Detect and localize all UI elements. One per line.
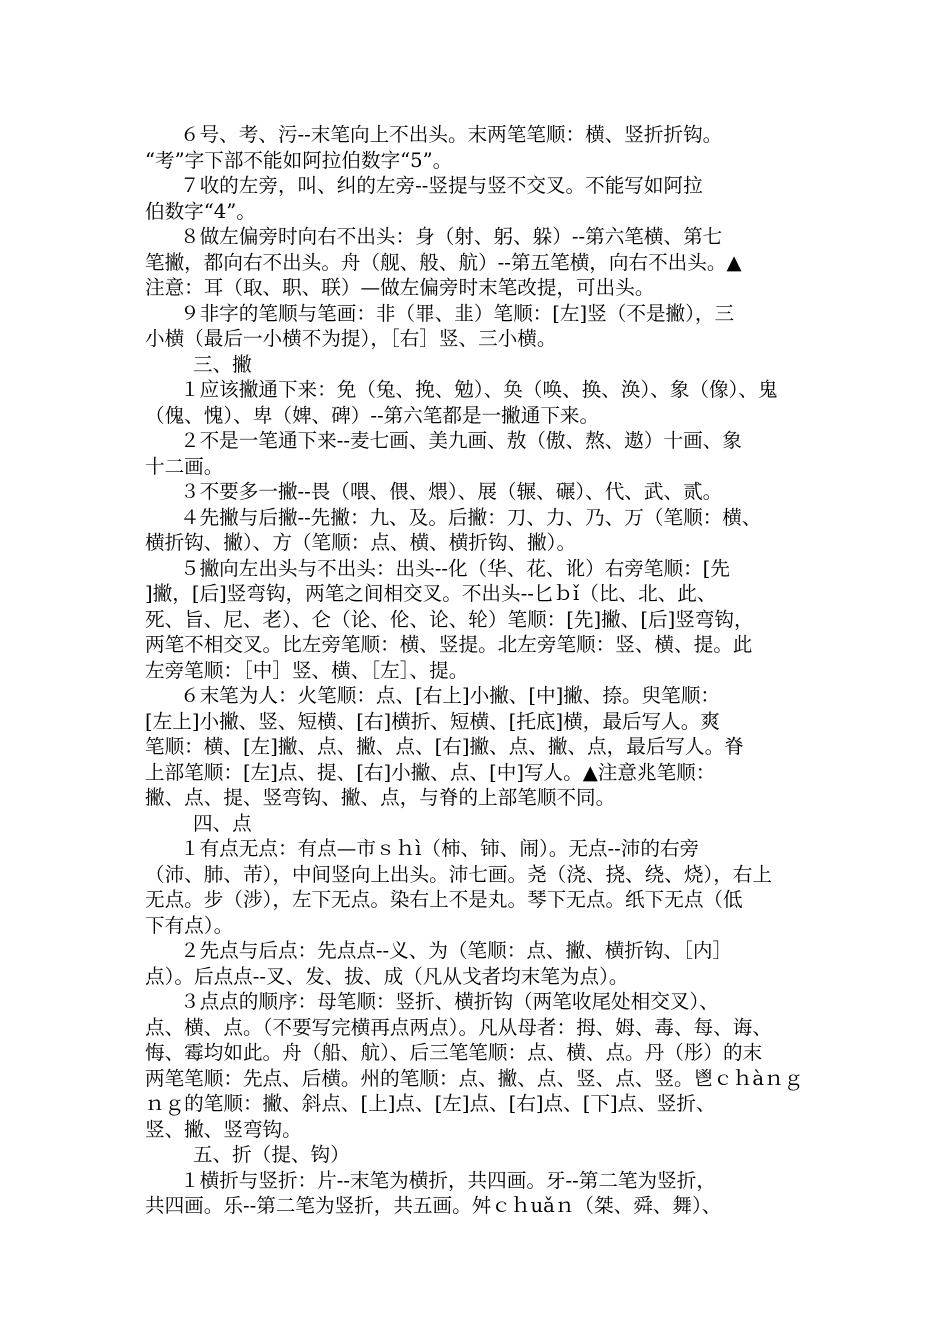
text-line: 伯数字“4”。	[145, 199, 256, 223]
text-line: 注意：耳（取、职、联）—做左偏旁时末笔改提，可出头。	[145, 276, 655, 299]
text-line: ９非字的笔顺与笔画：非（罪、韭）笔顺：[左]竖（不是撇），三	[180, 301, 735, 325]
text-line: 共四画。乐--第二笔为竖折，共五画。舛ｃｈuǎｎ（桀、舜、舞）、	[145, 1194, 722, 1217]
text-line: ｎｇ的笔顺：撇、斜点、[上]点、[左]点、[右]点、[下]点、竖折、	[145, 1092, 716, 1115]
text-line: 两笔笔顺：先点、后横。州的笔顺：点、撇、点、竖、点、竖。鬯ｃｈàｎｇ	[145, 1066, 804, 1090]
text-line: ６号、考、污--末笔向上不出头。末两笔笔顺：横、竖折折钩。	[180, 123, 723, 146]
text-line: ８做左偏旁时向右不出头：身（射、躬、躲）--第六笔横、第七	[180, 225, 723, 248]
text-line: 上部笔顺：[左]点、提、[右]小撇、点、[中]写人。▲注意兆笔顺：	[145, 760, 716, 784]
section-heading: 五、折（提、钩）	[193, 1143, 350, 1166]
text-line: ]撇，[后]竖弯钩，两笔之间相交叉。不出头--匕ｂǐ（比、北、此、	[145, 582, 717, 605]
text-line: 两笔不相交叉。比左旁笔顺：横、竖提。北左旁笔顺：竖、横、提。此	[145, 633, 753, 656]
text-line: 无点。步（涉），左下无点。染右上不是丸。琴下无点。纸下无点（低	[145, 888, 743, 911]
text-line: 十二画。	[145, 454, 224, 478]
text-line: “考”字下部不能如阿拉伯数字“5”。	[145, 148, 453, 172]
text-line: 笔顺：横、[左]撇、点、撇、点、[右]撇、点、撇、点，最后写人。脊	[145, 735, 744, 758]
text-line: 死、旨、尼、老）、仑（论、伦、论、轮）笔顺：[先]撇、[后]竖弯钩，	[145, 607, 754, 631]
text-line: ４先撇与后撇--先撇：九、及。后撇：刀、力、乃、万（笔顺：横、	[180, 505, 762, 529]
text-line: 撇、点、提、竖弯钩、撇、点，与脊的上部笔顺不同。	[145, 786, 616, 809]
text-line: ２不是一笔通下来--麦七画、美九画、敖（傲、熬、遨）十画、象	[180, 429, 742, 452]
document-body	[145, 122, 809, 1219]
text-line: 左旁笔顺：［中］竖、横、［左］、提。	[145, 658, 469, 682]
text-line: 点、横、点。（不要写完横再点两点）。凡从母者：拇、姆、毒、每、诲、	[145, 1015, 772, 1039]
section-heading: 三、撇	[193, 352, 252, 376]
text-line: （傀、愧）、卑（婢、碑）--第六笔都是一撇通下来。	[145, 403, 600, 427]
text-line: １应该撇通下来：免（兔、挽、勉）、奂（唤、换、涣）、象（像）、鬼	[180, 378, 778, 401]
text-line: １横折与竖折：片--末笔为横折，共四画。牙--第二笔为竖折，	[180, 1168, 716, 1192]
text-line: ６末笔为人：火笔顺：点、[右上]小撇、[中]撇、捺。臾笔顺：	[180, 684, 721, 707]
text-line: （沛、肺、芾），中间竖向上出头。沛七画。尧（浇、挠、绕、烧），右上	[145, 862, 772, 886]
text-line: ５撇向左出头与不出头：出头--化（华、花、讹）右旁笔顺：[先	[180, 556, 730, 580]
text-line: ３不要多一撇--畏（喂、偎、煨）、展（辗、碾）、代、武、贰。	[180, 480, 723, 503]
section-heading: 四、点	[193, 811, 252, 835]
text-line: 笔撇，都向右不出头。舟（舰、般、航）--第五笔横，向右不出头。▲	[145, 250, 742, 274]
text-line: [左上]小撇、竖、短横、[右]横折、短横、[托底]横，最后写人。爽	[145, 709, 720, 733]
text-line: 小横（最后一小横不为提），［右］竖、三小横。	[145, 327, 557, 350]
text-line: ２先点与后点：先点点--义、为（笔顺：点、撇、横折钩、［内］	[180, 939, 733, 962]
text-line: ７收的左旁，叫、纠的左旁--竖提与竖不交叉。不能写如阿拉	[180, 174, 703, 197]
text-line: 下有点）。	[145, 913, 234, 937]
text-line: ３点点的顺序：母笔顺：竖折、横折钩（两笔收尾处相交叉）、	[180, 990, 719, 1013]
text-line: 点）。后点点--叉、发、拔、成（凡从戈者均末笔为点）。	[145, 964, 629, 988]
text-line: 横折钩、撇）、方（笔顺：点、横、横折钩、撇）。	[145, 531, 577, 554]
text-line: 悔、霉均如此。舟（船、航）、后三笔笔顺：点、横、点。丹（彤）的末	[145, 1041, 763, 1064]
text-line: 竖、撇、竖弯钩。	[145, 1117, 302, 1141]
text-line: １有点无点：有点—市ｓｈì（柿、铈、闹）。无点--沛的右旁	[180, 837, 700, 860]
